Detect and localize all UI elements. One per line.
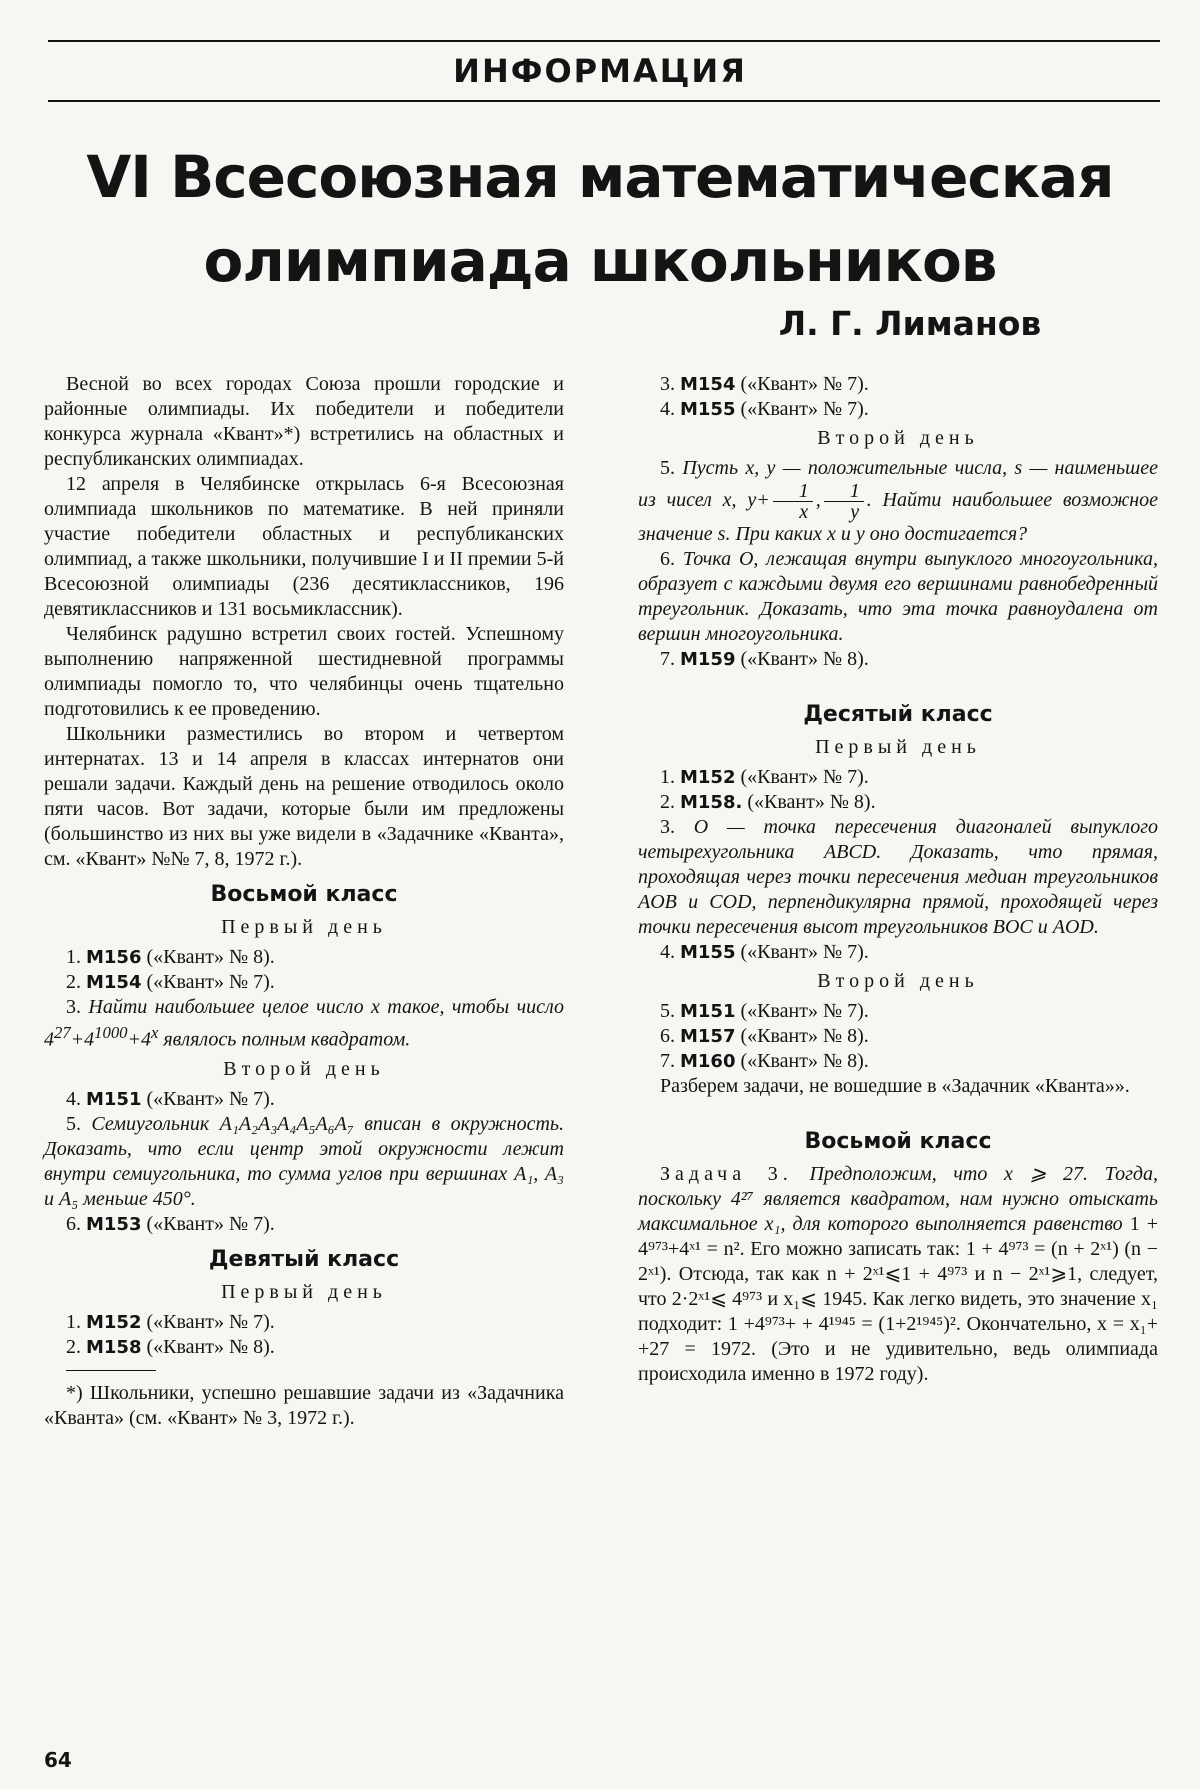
problem-text: 5. Семиугольник A₁A₂A₃A₄A₅A₆A₇ вписан в окружность. Доказать, что если центр этой окружности лежит внутри семиугольника, то сумма углов при вершинах A₁, A₃ и A₅ меньше 450°. <box>44 1112 565 1210</box>
problem-text: 6. Точка O, лежащая внутри выпуклого многоугольника, образует с каждыми двумя его вершинами равнобедренный треугольник. Доказать, что эта точка равноудалена от вершин многоугольника. <box>638 548 1158 645</box>
title-line-1: VI Всесоюзная математическая <box>86 143 1114 211</box>
paragraph: Разберем задачи, не вошедшие в «Задачник «Кванта»». <box>660 1075 1130 1097</box>
right-column <box>638 372 1158 1387</box>
problem-item: 7. M160 («Квант» № 8). <box>660 1050 869 1072</box>
problem-item: 1. M152 («Квант» № 7). <box>660 766 869 788</box>
left-column <box>44 372 564 1431</box>
problem-item: 4. M151 («Квант» № 7). <box>66 1087 275 1110</box>
day-heading: Второй день <box>817 427 979 449</box>
grade-heading: Девятый класс <box>208 1246 400 1272</box>
solution-paragraph: Задача 3. Предположим, что x ⩾ 27. Тогда, поскольку 4²⁷ является квадратом, нам нужно отыскать максимальное x₁, для которого выполняется равенство 1 + 4⁹⁷³+4ˣ¹ = n². Его можно записать так: 1 + 4⁹⁷³ = (n + 2ˣ¹) (n − 2ˣ¹). Отсюда, так как n + 2ˣ¹⩽1 + 4⁹⁷³ и n − 2ˣ¹⩾1, следует, что 2·2ˣ¹⩽ 4⁹⁷³ и x₁⩽ 1945. Как легко видеть, это значение x₁ подходит: 1 +4⁹⁷³+ + 4¹⁹⁴⁵ = (1+2¹⁹⁴⁵)². Окончательно, x = x₁+ +27 = 1972. (Это и не удивительно, ведь олимпиада происходила именно в 1972 году). <box>638 1163 1159 1385</box>
problem-item: 2. M158 («Квант» № 8). <box>66 1335 275 1358</box>
problem-text: 3. Найти наибольшее целое число x такое, чтобы число $4^{27}+4^{1000}+4^x$ являлось полным квадратом. <box>44 996 564 1051</box>
day-heading: Второй день <box>817 970 979 992</box>
grade-heading: Восьмой класс <box>804 1129 992 1154</box>
problem-item: 4. M155 («Квант» № 7). <box>660 398 869 420</box>
grade-heading: Десятый класс <box>803 702 993 727</box>
day-heading: Первый день <box>221 1280 387 1303</box>
footnote: *) Школьники, успешно решавшие задачи из «Задачника «Кванта» (см. «Квант» № 3, 1972 г.). <box>44 1381 564 1429</box>
problem-text: 3. O — точка пересечения диагоналей выпуклого четырехугольника ABCD. Доказать, что прямая, проходящая через точки пересечения медиан треугольников AOB и COD, перпендикулярна прямой, проходящей через точки пересечения высот треугольников BOC и AOD. <box>638 816 1159 938</box>
problem-item: 1. M152 («Квант» № 7). <box>66 1310 275 1333</box>
problem-item: 5. M151 («Квант» № 7). <box>660 1000 869 1022</box>
paragraph: Челябинск радушно встретил своих гостей. Успешному выполнению напряженной шестидневной программы олимпиады помогло то, что челябинцы очень тщательно подготовились к ее проведению. <box>44 623 564 720</box>
problem-item: 6. M157 («Квант» № 8). <box>660 1025 869 1047</box>
problem-item: 4. M155 («Квант» № 7). <box>660 941 869 963</box>
section-rule <box>48 100 1160 102</box>
problem-item: 1. M156 («Квант» № 8). <box>66 946 275 968</box>
fraction: $\frac{1}{y}$ <box>824 481 864 522</box>
paragraph: 12 апреля в Челябинске открылась 6-я Всесоюзная олимпиада школьников по математике. В ней приняли участие победители областных и республиканских олимпиад, а также школьники, получившие I и II премии 5-й Всесоюзной олимпиады (236 десятиклассников, 196 девятиклассников и 131 восьмиклассник). <box>44 473 564 620</box>
footnote-rule <box>66 1370 156 1371</box>
problem-item: 7. M159 («Квант» № 8). <box>660 648 869 670</box>
article-title <box>0 135 1200 303</box>
day-heading: Второй день <box>223 1057 385 1080</box>
grade-heading: Восьмой класс <box>210 882 398 907</box>
day-heading: Первый день <box>815 736 981 758</box>
author: Л. Г. Лиманов <box>778 304 1042 343</box>
problem-item: 6. M153 («Квант» № 7). <box>66 1212 275 1235</box>
problem-item: 2. M158. («Квант» № 8). <box>660 791 876 813</box>
paragraph: Школьники разместились во втором и четвертом интернатах. 13 и 14 апреля в классах интернатов они решали задачи. Каждый день на решение отводилось около пяти часов. Вот задачи, которые были им предложены (большинство из них вы уже видели в «Задачнике «Кванта», см. «Квант» №№ 7, 8, 1972 г.). <box>44 723 564 870</box>
problem-text: 5. Пусть x, y — положительные числа, s — наименьшее из чисел x, y+ $\frac{1}{x}$ , $\frac{1}{y}$ . Найти наибольшее возможное значение s. При каких x и y оно достигается? <box>638 457 1158 545</box>
top-rule <box>48 40 1160 42</box>
title-line-2: олимпиада школьников <box>203 227 997 295</box>
paragraph: Весной во всех городах Союза прошли городские и районные олимпиады. Их победители и победители конкурса журнала «Квант»*) встретились на областных и республиканских олимпиадах. <box>44 373 564 470</box>
day-heading: Первый день <box>221 916 387 938</box>
problem-item: 3. M154 («Квант» № 7). <box>660 373 869 395</box>
page-number: 64 <box>44 1748 72 1772</box>
fraction: $\frac{1}{x}$ <box>773 481 813 522</box>
problem-item: 2. M154 («Квант» № 7). <box>66 971 275 993</box>
section-label: ИНФОРМАЦИЯ <box>453 52 747 90</box>
